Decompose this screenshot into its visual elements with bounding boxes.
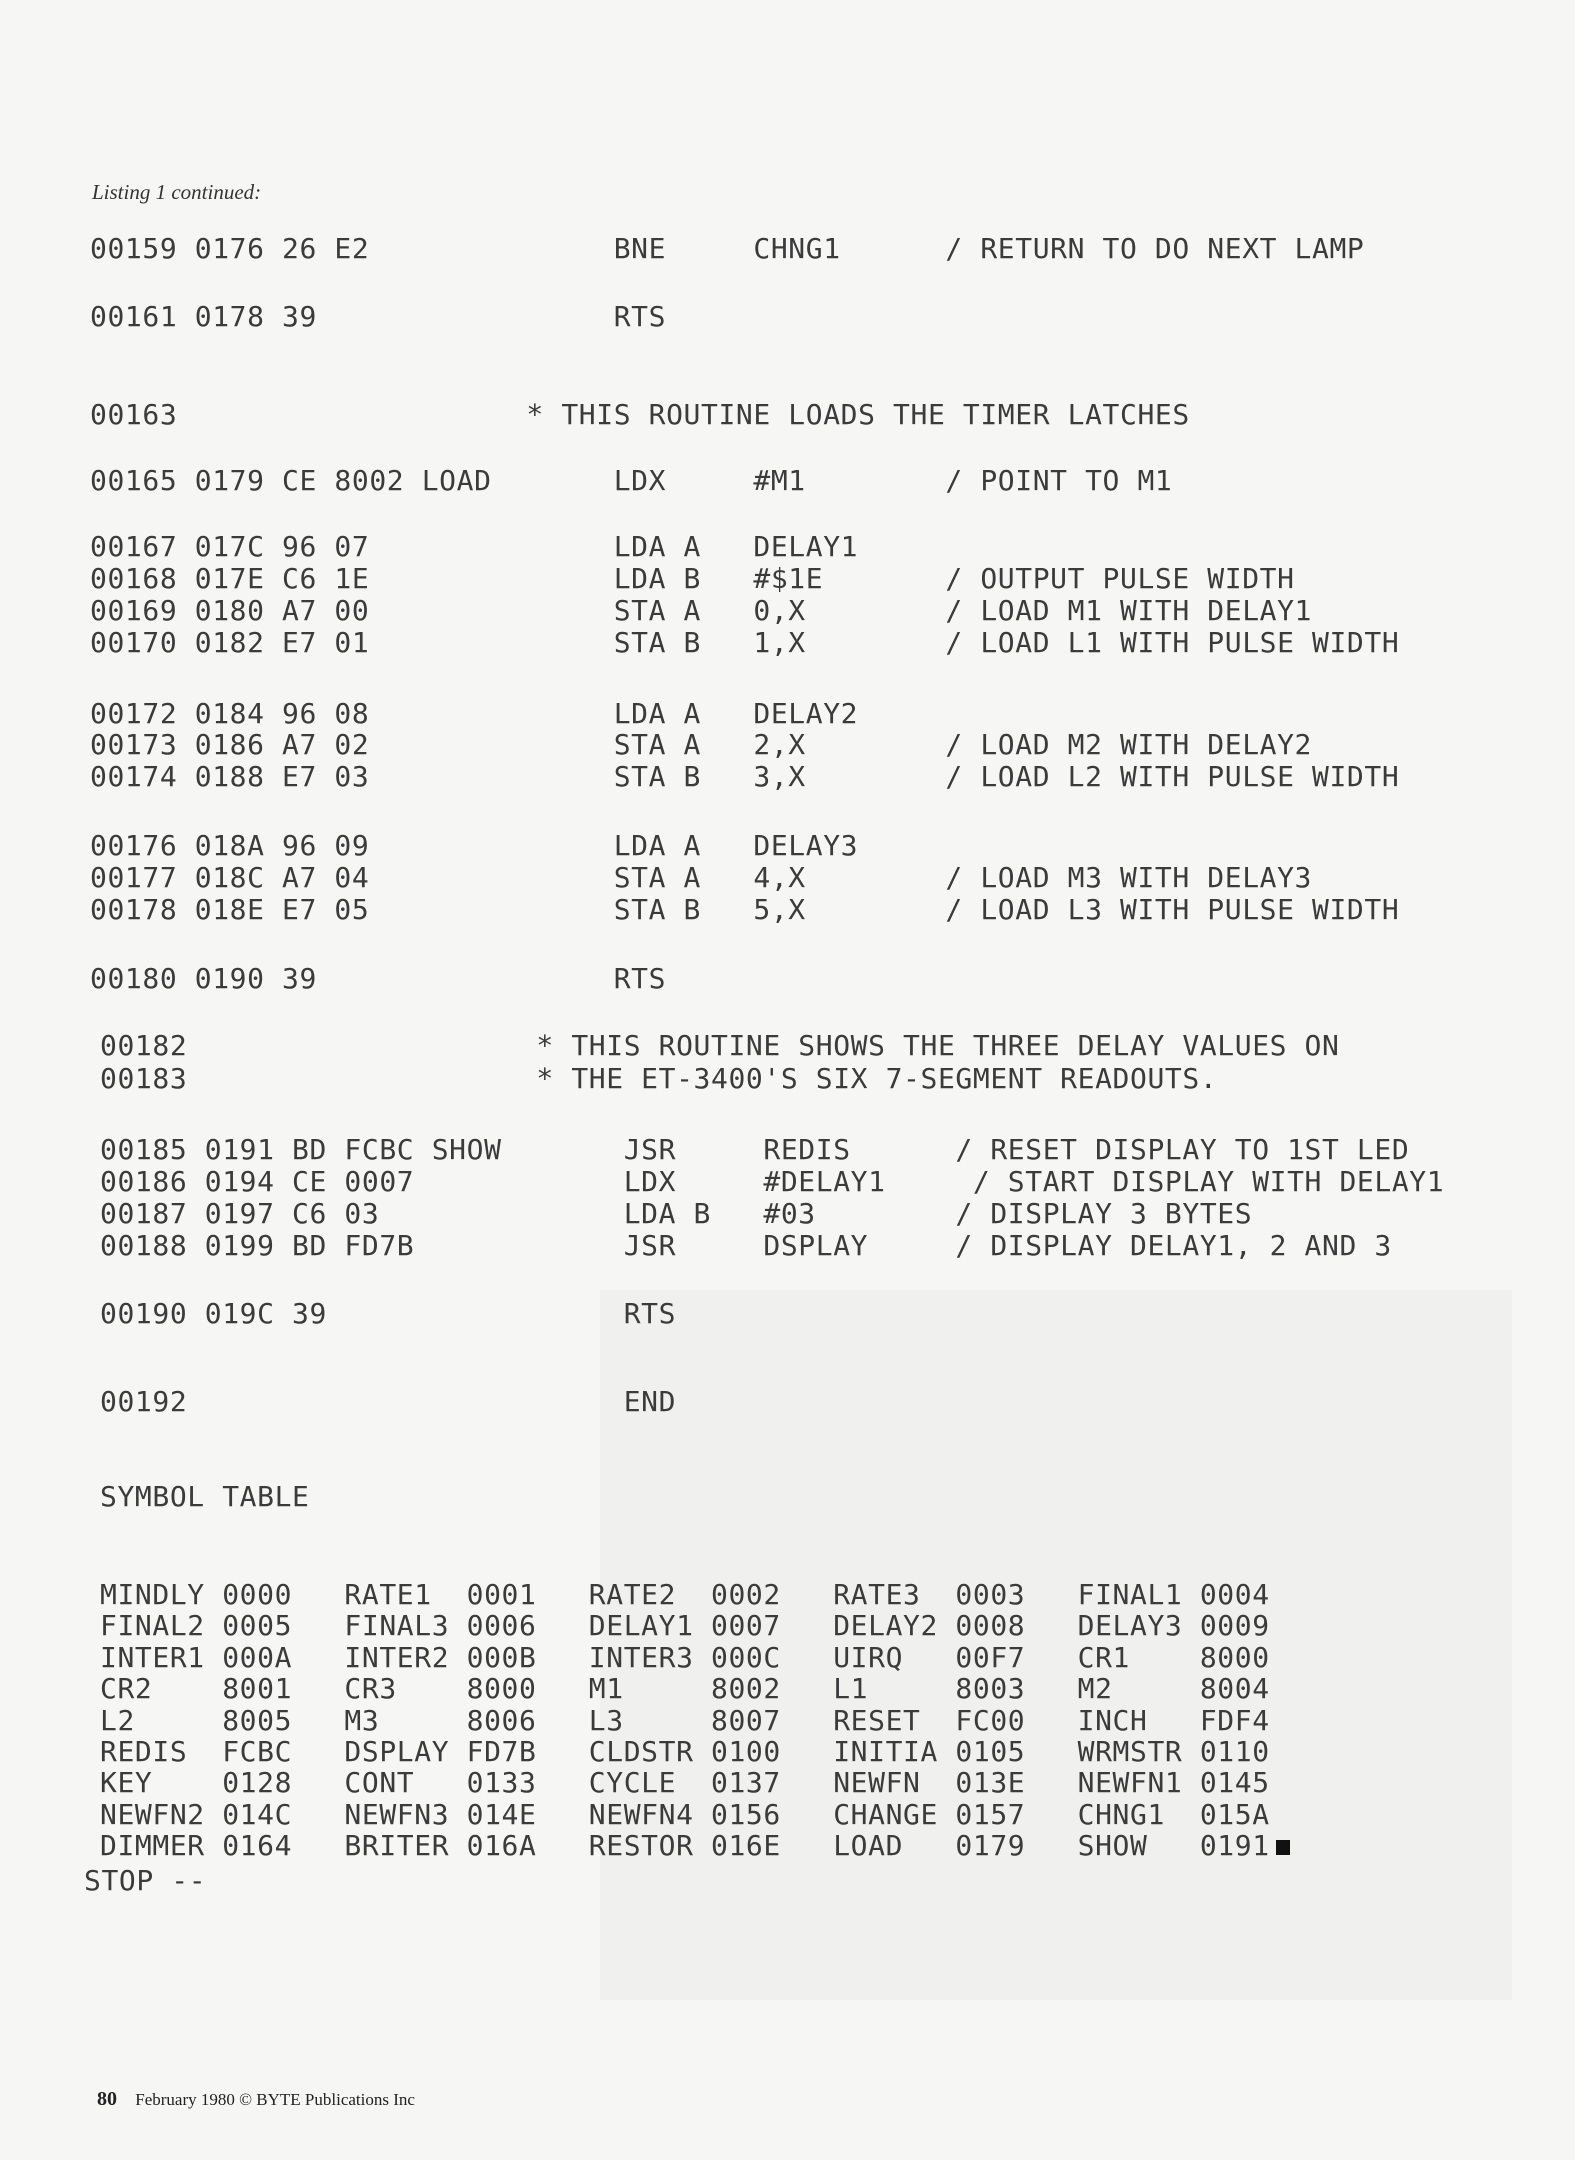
symbol-table-row: NEWFN2 014C NEWFN3 014E NEWFN4 0156 CHANGE 0157 CHNG1 015A <box>100 1797 1270 1831</box>
listing-line: 00185 0191 BD FCBC SHOW JSR REDIS / RESET DISPLAY TO 1ST LED <box>100 1133 1410 1166</box>
listing-line: 00183 * THE ET-3400'S SIX 7-SEGMENT READOUTS. <box>100 1062 1218 1095</box>
symbol-table-row: MINDLY 0000 RATE1 0001 RATE2 0002 RATE3 0003 FINAL1 0004 <box>100 1578 1270 1611</box>
symbol-table-row: DIMMER 0164 BRITER 016A RESTOR 016E LOAD 0179 SHOW 0191 <box>100 1829 1290 1862</box>
symbol-table-title: SYMBOL TABLE <box>100 1480 310 1513</box>
listing-line: 00159 0176 26 E2 BNE CHNG1 / RETURN TO DO NEXT LAMP <box>90 232 1365 265</box>
listing-line: 00187 0197 C6 03 LDA B #03 / DISPLAY 3 BYTES <box>100 1197 1253 1230</box>
listing-line: 00167 017C 96 07 LDA A DELAY1 <box>90 530 859 563</box>
listing-line: 00168 017E C6 1E LDA B #$1E / OUTPUT PULSE WIDTH <box>90 562 1295 595</box>
symbol-table-row: CR2 8001 CR3 8000 M1 8002 L1 8003 M2 8004 <box>100 1672 1270 1706</box>
symbol-table-row: REDIS FCBC DSPLAY FD7B CLDSTR 0100 INITIA 0105 WRMSTR 0110 <box>100 1735 1270 1768</box>
page-footer <box>97 2088 415 2111</box>
listing-line: 00173 0186 A7 02 STA A 2,X / LOAD M2 WITH DELAY2 <box>90 728 1313 761</box>
listing-line: 00188 0199 BD FD7B JSR DSPLAY / DISPLAY DELAY1, 2 AND 3 <box>100 1229 1392 1262</box>
listing-line: 00177 018C A7 04 STA A 4,X / LOAD M3 WITH DELAY3 <box>90 861 1313 894</box>
listing-line: 00161 0178 39 RTS <box>90 300 667 333</box>
symbol-table-row: FINAL2 0005 FINAL3 0006 DELAY1 0007 DELAY2 0008 DELAY3 0009 <box>100 1609 1270 1643</box>
listing-line: 00190 019C 39 RTS <box>100 1297 677 1330</box>
listing-line: 00180 0190 39 RTS <box>90 962 667 995</box>
symbol-table-row: KEY 0128 CONT 0133 CYCLE 0137 NEWFN 013E NEWFN1 0145 <box>100 1766 1270 1800</box>
listing-line: 00170 0182 E7 01 STA B 1,X / LOAD L1 WITH PULSE WIDTH <box>90 626 1400 659</box>
stop-line: STOP -- <box>84 1864 207 1897</box>
symbol-table-row: L2 8005 M3 8006 L3 8007 RESET FC00 INCH FDF4 <box>100 1703 1270 1737</box>
listing-caption: Listing 1 continued: <box>92 180 262 204</box>
footer-text: February 1980 © BYTE Publications Inc <box>135 2090 415 2109</box>
page-number: 80 <box>97 2088 117 2110</box>
listing-line: 00186 0194 CE 0007 LDX #DELAY1 / START DISPLAY WITH DELAY1 <box>100 1165 1445 1198</box>
listing-line: 00169 0180 A7 00 STA A 0,X / LOAD M1 WITH DELAY1 <box>90 594 1313 627</box>
listing-line: 00176 018A 96 09 LDA A DELAY3 <box>90 829 859 862</box>
listing-line: 00192 END <box>100 1385 677 1418</box>
listing-line: 00178 018E E7 05 STA B 5,X / LOAD L3 WITH PULSE WIDTH <box>90 893 1400 926</box>
listing-line: 00182 * THIS ROUTINE SHOWS THE THREE DELAY VALUES ON <box>100 1029 1340 1062</box>
end-of-article-mark <box>1276 1840 1290 1855</box>
listing-line: 00172 0184 96 08 LDA A DELAY2 <box>90 697 859 730</box>
listing-line: 00165 0179 CE 8002 LOAD LDX #M1 / POINT TO M1 <box>90 464 1173 497</box>
listing-line: 00163 * THIS ROUTINE LOADS THE TIMER LATCHES <box>90 398 1190 431</box>
listing-line: 00174 0188 E7 03 STA B 3,X / LOAD L2 WITH PULSE WIDTH <box>90 760 1400 793</box>
symbol-table-row: INTER1 000A INTER2 000B INTER3 000C UIRQ 00F7 CR1 8000 <box>100 1640 1270 1674</box>
